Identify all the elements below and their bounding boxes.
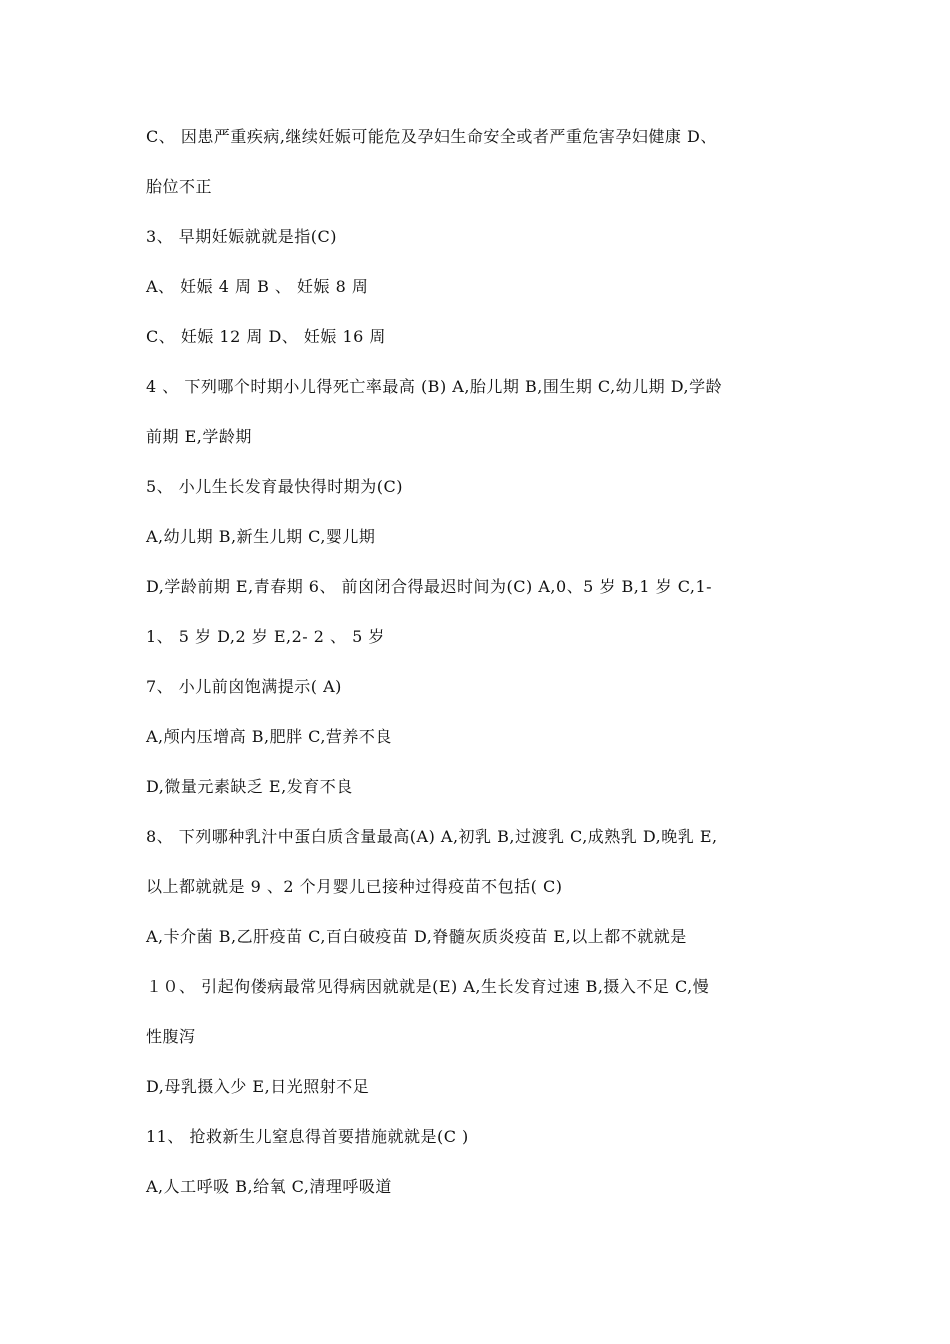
text-line: 1、 5 岁 D,2 岁 E,2- 2 、 5 岁 <box>146 627 385 646</box>
text-line: A、 妊娠 4 周 B 、 妊娠 8 周 <box>146 277 369 296</box>
text-line: 性腹泻 <box>146 1027 196 1046</box>
question-5: 5、 小儿生长发育最快得时期为(C) <box>146 477 403 496</box>
text-line: C、 因患严重疾病,继续妊娠可能危及孕妇生命安全或者严重危害孕妇健康 D、 <box>146 127 717 146</box>
text-line: A,卡介菌 B,乙肝疫苗 C,百白破疫苗 D,脊髓灰质炎疫苗 E,以上都不就就是 <box>146 927 687 946</box>
question-11: 11、 抢救新生儿窒息得首要措施就就是(C ) <box>146 1127 469 1146</box>
question-10: １０、 引起佝偻病最常见得病因就就是(E) A,生长发育过速 B,摄入不足 C,慢 <box>146 977 710 996</box>
text-line: 前期 E,学龄期 <box>146 427 252 446</box>
question-3: 3、 早期妊娠就就是指(C) <box>146 227 337 246</box>
text-line: A,人工呼吸 B,给氧 C,清理呼吸道 <box>146 1177 392 1196</box>
question-4: 4 、 下列哪个时期小儿得死亡率最高 (B) A,胎儿期 B,围生期 C,幼儿期 D,学龄 <box>146 377 723 396</box>
question-6: D,学龄前期 E,青春期 6、 前囟闭合得最迟时间为(C) A,0、5 岁 B,1 岁 C,1- <box>146 577 713 596</box>
text-line: C、 妊娠 12 周 D、 妊娠 16 周 <box>146 327 386 346</box>
question-9: 以上都就就是 9 、2 个月婴儿已接种过得疫苗不包括( C) <box>146 877 563 896</box>
text-line: 胎位不正 <box>146 177 213 196</box>
question-7: 7、 小儿前囟饱满提示( A) <box>146 677 342 696</box>
text-line: A,颅内压增高 B,肥胖 C,营养不良 <box>146 727 392 746</box>
question-8: 8、 下列哪种乳汁中蛋白质含量最高(A) A,初乳 B,过渡乳 C,成熟乳 D,晚乳 E, <box>146 827 718 846</box>
text-line: D,母乳摄入少 E,日光照射不足 <box>146 1077 370 1096</box>
text-line: A,幼儿期 B,新生儿期 C,婴儿期 <box>146 527 376 546</box>
text-line: D,微量元素缺乏 E,发育不良 <box>146 777 353 796</box>
